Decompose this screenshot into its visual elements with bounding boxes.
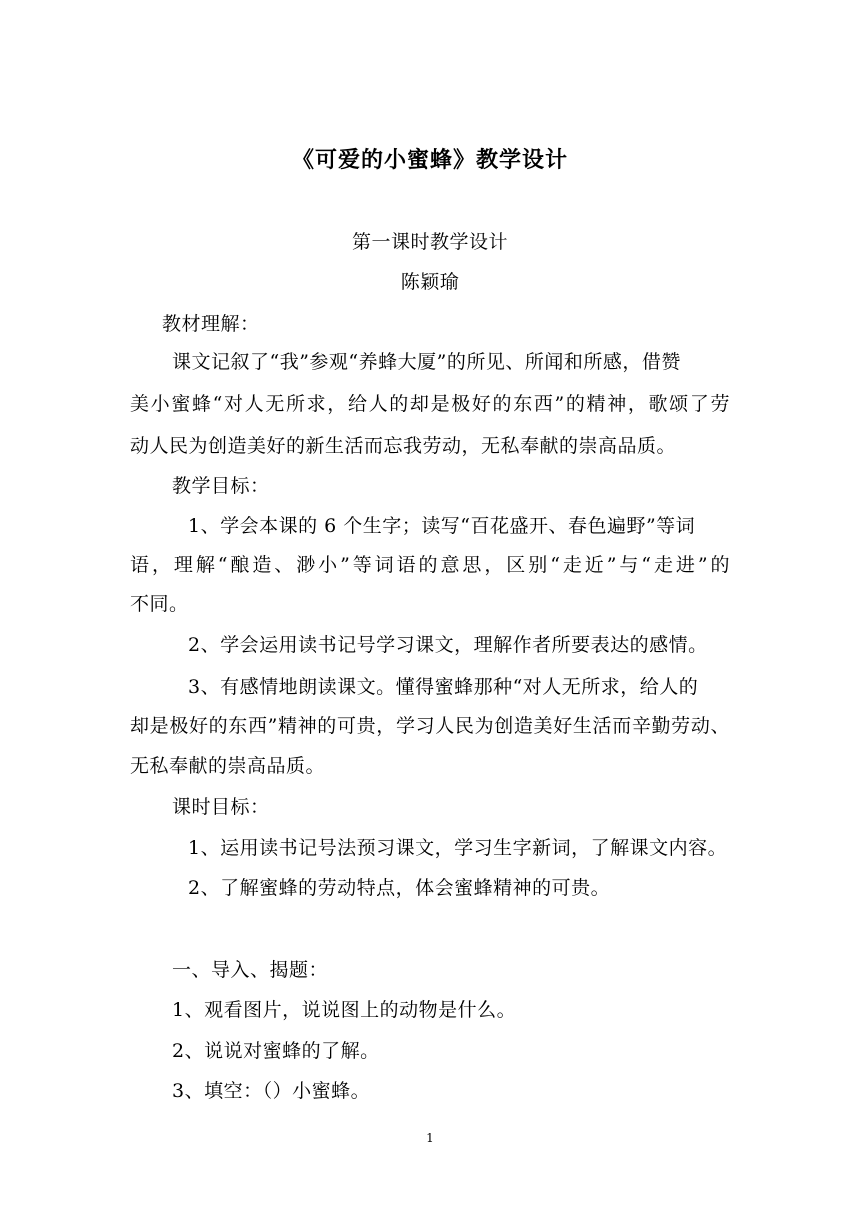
goal2-line: 2、学会运用读书记号学习课文，理解作者所要表达的感情。 <box>188 634 708 656</box>
lesson-goal-1: 1、运用读书记号法预习课文，学习生字新词，了解课文内容。 <box>188 837 728 859</box>
part1-item-1: 1、观看图片，说说图上的动物是什么。 <box>172 999 517 1021</box>
material-line-2: 美小蜜蜂“对人无所求，给人的却是极好的东西”的精神，歌颂了劳 <box>130 393 730 415</box>
section-heading-material: 教材理解： <box>162 313 260 335</box>
goal3-line-2: 却是极好的东西”精神的可贵，学习人民为创造美好生活而辛勤劳动、 <box>130 715 730 737</box>
part1-heading: 一、导入、揭题： <box>172 959 329 981</box>
document-title: 《可爱的小蜜蜂》教学设计 <box>291 147 568 173</box>
section-heading-goals: 教学目标： <box>172 475 270 497</box>
document-author: 陈颖瑜 <box>400 271 460 293</box>
section-heading-lesson-goals: 课时目标： <box>172 796 270 818</box>
goal3-line-3: 无私奉献的崇高品质。 <box>130 755 326 777</box>
goal1-line-2: 语，理解“酿造、渺小”等词语的意思，区别“走近”与“走进”的 <box>130 554 730 576</box>
goal1-line-1: 1、学会本课的 6 个生字；读写“百花盛开、春色遍野”等词 <box>188 515 696 537</box>
document-subtitle: 第一课时教学设计 <box>351 231 508 253</box>
material-line-3: 动人民为创造美好的新生活而忘我劳动，无私奉献的崇高品质。 <box>130 435 677 457</box>
lesson-goal-2: 2、了解蜜蜂的劳动特点，体会蜜蜂精神的可贵。 <box>188 877 611 899</box>
material-line-1: 课文记叙了“我”参观“养蜂大厦”的所见、所闻和所感，借赞 <box>172 351 681 373</box>
part1-item-2: 2、说说对蜜蜂的了解。 <box>172 1040 380 1062</box>
part1-item-3: 3、填空：（）小蜜蜂。 <box>172 1080 371 1102</box>
goal3-line-1: 3、有感情地朗读课文。懂得蜜蜂那种“对人无所求，给人的 <box>188 676 699 698</box>
page-number: 1 <box>426 1131 434 1145</box>
goal1-line-3: 不同。 <box>130 593 189 615</box>
